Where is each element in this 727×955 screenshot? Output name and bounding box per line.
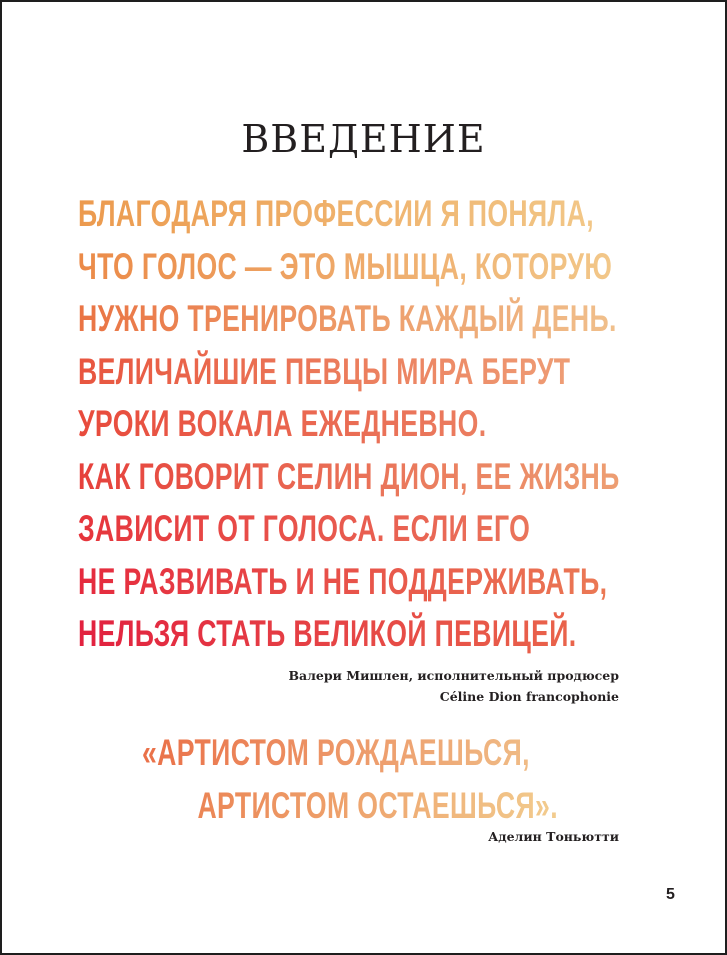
quote-line: ЧТО ГОЛОС — ЭТО МЫШЦА, КОТОРУЮ — [78, 241, 620, 294]
attribution-line: Валери Мишлен, исполнительный продюсер — [288, 668, 619, 683]
second-quote — [142, 727, 558, 832]
quote-line: ЗАВИСИТ ОТ ГОЛОСА. ЕСЛИ ЕГО — [78, 503, 620, 556]
quote-line: КАК ГОВОРИТ СЕЛИН ДИОН, ЕЕ ЖИЗНЬ — [78, 451, 620, 504]
second-quote-attribution: Аделин Тоньютти — [488, 829, 619, 844]
main-quote — [78, 188, 620, 661]
quote-line: АРТИСТОМ ОСТАЕШЬСЯ». — [142, 780, 558, 833]
quote-line: БЛАГОДАРЯ ПРОФЕССИИ Я ПОНЯЛА, — [78, 188, 620, 241]
quote-line: НУЖНО ТРЕНИРОВАТЬ КАЖДЫЙ ДЕНЬ. — [78, 293, 620, 346]
quote-line: ВЕЛИЧАЙШИЕ ПЕВЦЫ МИРА БЕРУТ — [78, 346, 620, 399]
quote-line: НЕ РАЗВИВАТЬ И НЕ ПОДДЕРЖИВАТЬ, — [78, 556, 620, 609]
page-number: 5 — [666, 886, 675, 903]
quote-attribution — [288, 665, 619, 707]
quote-line: УРОКИ ВОКАЛА ЕЖЕДНЕВНО. — [78, 398, 620, 451]
quote-line: НЕЛЬЗЯ СТАТЬ ВЕЛИКОЙ ПЕВИЦЕЙ. — [78, 608, 620, 661]
quote-line: «АРТИСТОМ РОЖДАЕШЬСЯ, — [142, 727, 558, 780]
attribution-line: Céline Dion francophonie — [439, 689, 619, 704]
page-title: ВВЕДЕНИЕ — [241, 117, 486, 162]
